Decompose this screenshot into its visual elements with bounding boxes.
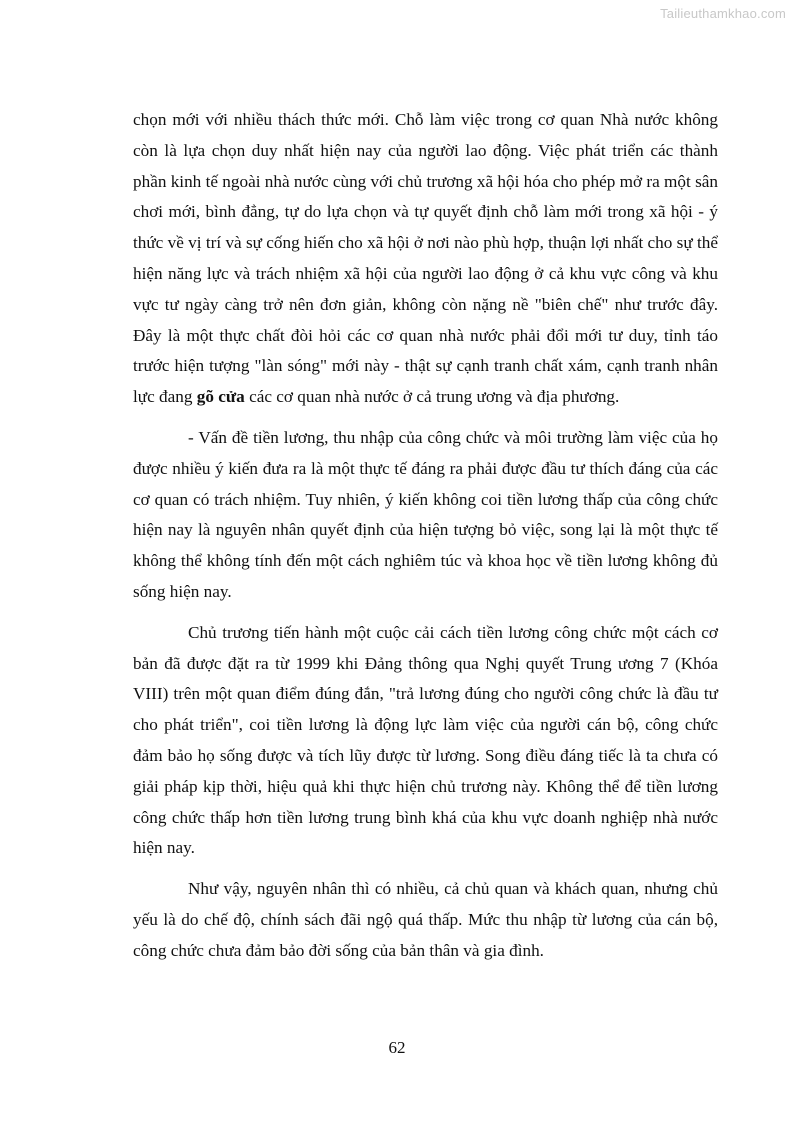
paragraph-3: Chủ trương tiến hành một cuộc cải cách tiền lương công chức một cách cơ bản đã được đặt ra từ 1999 khi Đảng thông qua Nghị quyết Trung ương 7 (Khóa VIII) trên một quan điểm đúng đắn, "trả lương đúng cho người công chức là đầu tư cho phát triển", coi tiền lương là động lực làm việc của người cán bộ, công chức đảm bảo họ sống được và tích lũy được từ lương. Song điều đáng tiếc là ta chưa có giải pháp kịp thời, hiệu quả khi thực hiện chủ trương này. Không thể để tiền lương công chức thấp hơn tiền lương trung bình khá của khu vực doanh nghiệp nhà nước hiện nay. bbox=[133, 622, 718, 858]
document-body bbox=[133, 105, 718, 975]
paragraph-1 bbox=[133, 105, 718, 413]
paragraph-2: - Vấn đề tiền lương, thu nhập của công chức và môi trường làm việc của họ được nhiều ý kiến đưa ra là một thực tế đáng ra phải được đầu tư thích đáng của các cơ quan có trách nhiệm. Tuy nhiên, ý kiến không coi tiền lương thấp của công chức hiện nay là nguyên nhân quyết định của hiện tượng bỏ việc, song lại là một thực tế không thể không tính đến một cách nghiêm túc và khoa học về tiền lương không đủ sống hiện nay. bbox=[133, 427, 718, 601]
page-number: 62 bbox=[388, 1038, 406, 1057]
paragraph-1-text-b: các cơ quan nhà nước ở cả trung ương và địa phương. bbox=[244, 387, 620, 407]
watermark-text: Tailieuthamkhao.com bbox=[660, 6, 786, 21]
paragraph-4: Như vậy, nguyên nhân thì có nhiều, cả chủ quan và khách quan, nhưng chủ yếu là do chế độ, chính sách đãi ngộ quá thấp. Mức thu nhập từ lương của cán bộ, công chức chưa đảm bảo đời sống của bản thân và gia đình. bbox=[133, 879, 718, 960]
paragraph-1-bold-phrase: gõ cửa bbox=[196, 387, 245, 407]
paragraph-1-text-a: chọn mới với nhiều thách thức mới. Chỗ làm việc trong cơ quan Nhà nước không còn là lựa chọn duy nhất hiện nay của người lao động. Việc phát triển các thành phần kinh tế ngoài nhà nước cùng với chủ trương xã hội hóa cho phép mở ra một sân chơi mới, bình đẳng, tự do lựa chọn và tự quyết định chỗ làm mới trong xã hội - ý thức về vị trí và sự cống hiến cho xã hội ở nơi nào phù hợp, thuận lợi nhất cho sự thể hiện năng lực và trách nhiệm xã hội của người lao động ở cả khu vực công và khu vực tư ngày càng trở nên đơn giản, không còn nặng nề "biên chế" như trước đây. Đây là một thực chất đòi hỏi các cơ quan nhà nước phải đổi mới tư duy, tỉnh táo trước hiện tượng "làn sóng" mới này - thật sự cạnh tranh chất xám, cạnh tranh nhân lực đang bbox=[133, 110, 718, 407]
